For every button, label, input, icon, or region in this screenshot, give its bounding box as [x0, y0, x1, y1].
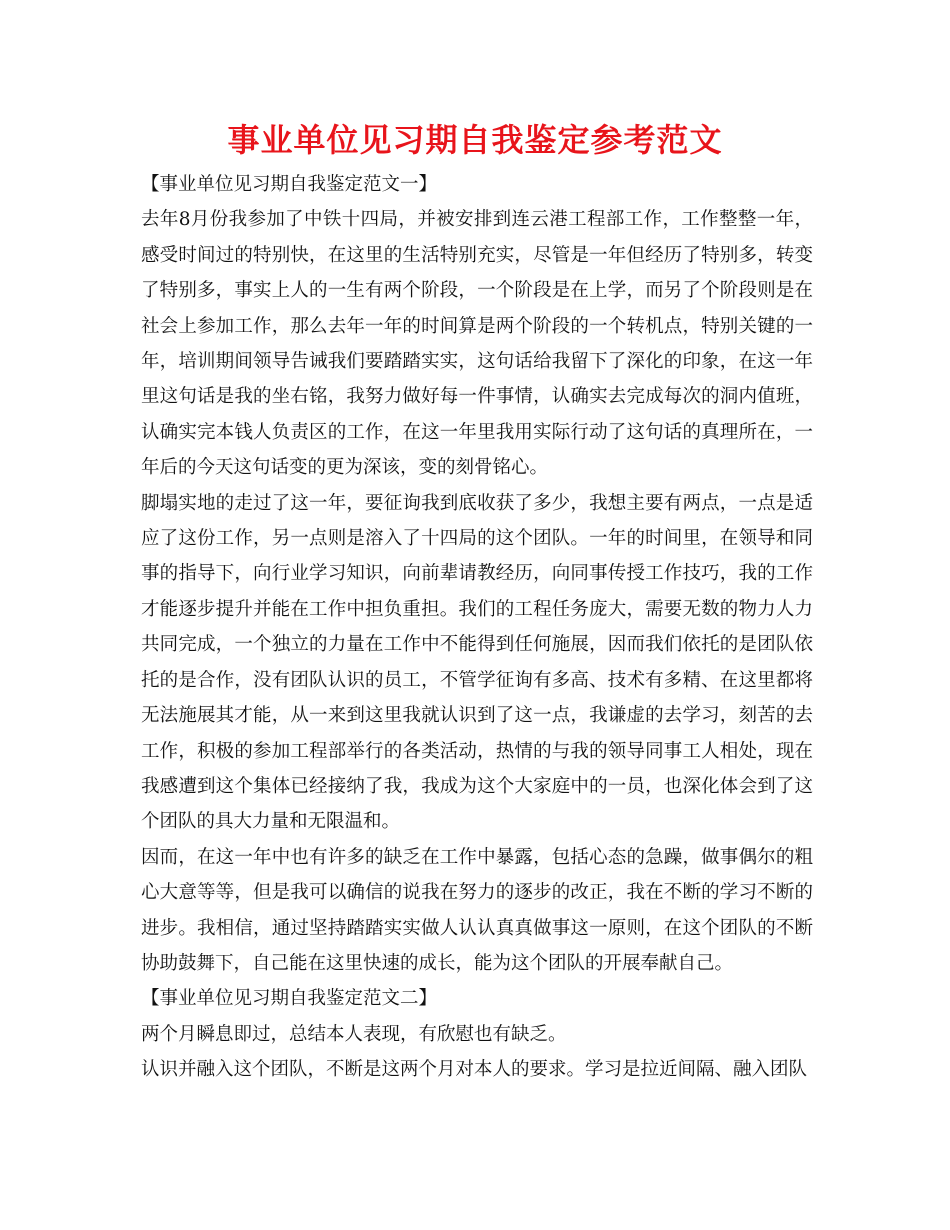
- paragraph: 认识并融入这个团队，不断是这两个月对本人的要求。学习是拉近间隔、融入团队: [141, 1059, 808, 1081]
- paragraph: 去年8月份我参加了中铁十四局，并被安排到连云港工程部工作，工作整整一年，感受时间过的特别快，在这里的生活特别充实，尽管是一年但经历了特别多，转变了特别多，事实上人的一生有两个阶段，一个阶段是在上学，而另了个阶段则是在社会上参加工作，那么去年一年的时间算是两个阶段的一个转机点，特别关键的一年，培训期间领导告诫我们要踏踏实实，这句话给我留下了深化的印象，在这一年里这句话是我的坐右铭，我努力做好每一件事情，认确实去完成每次的洞内值班，认确实完本钱人负责区的工作，在这一年里我用实际行动了这句话的真理所在，一年后的今天这句话变的更为深该，变的刻骨铭心。: [141, 209, 813, 479]
- document-body: [141, 167, 813, 1088]
- paragraph: 脚塌实地的走过了这一年，要征询我到底收获了多少，我想主要有两点，一点是适应了这份工作，另一点则是溶入了十四局的这个团队。一年的时间里，在领导和同事的指导下，向行业学习知识，向前辈请教经历，向同事传授工作技巧，我的工作才能逐步提升并能在工作中担负重担。我们的工程任务庞大，需要无数的物力人力共同完成，一个独立的力量在工作中不能得到任何施展，因而我们依托的是团队依托的是合作，没有团队认识的员工，不管学征询有多高、技术有多精、在这里都将无法施展其才能，从一来到这里我就认识到了这一点，我谦虚的去学习，刻苦的去工作，积极的参加工程部举行的各类活动，热情的与我的领导同事工人相处，现在我感遭到这个集体已经接纳了我，我成为这个大家庭中的一员，也深化体会到了这个团队的具大力量和无限温和。: [141, 492, 813, 833]
- paragraph: 因而，在这一年中也有许多的缺乏在工作中暴露，包括心态的急躁，做事偶尔的粗心大意等等，但是我可以确信的说我在努力的逐步的改正，我在不断的学习不断的进步。我相信，通过坚持踏踏实实做人认认真真做事这一原则，在这个团队的不断协助鼓舞下，自己能在这里快速的成长，能为这个团队的开展奉献自己。: [141, 846, 813, 974]
- section-heading: 【事业单位见习期自我鉴定范文二】: [141, 988, 438, 1010]
- paragraph: 两个月瞬息即过，总结本人表现，有欣慰也有缺乏。: [141, 1023, 567, 1045]
- document-title: 事业单位见习期自我鉴定参考范文: [227, 121, 723, 159]
- section-heading: 【事业单位见习期自我鉴定范文一】: [141, 174, 438, 195]
